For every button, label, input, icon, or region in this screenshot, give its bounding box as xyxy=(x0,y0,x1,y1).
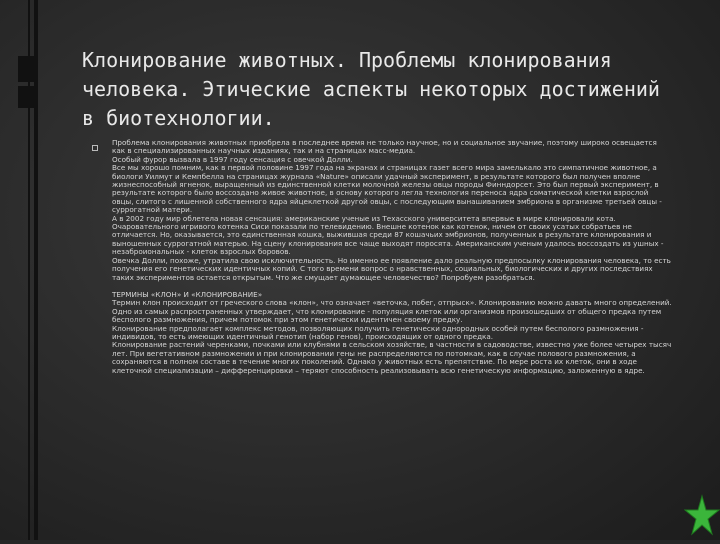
slide-title: Клонирование животных. Проблемы клонирования человека. Этические аспекты некоторых достижений в биотехнологии. xyxy=(82,48,660,130)
decorative-line-thick xyxy=(34,0,38,540)
section-heading: ТЕРМИНЫ «КЛОН» И «КЛОНИРОВАНИЕ» xyxy=(112,289,263,299)
star-icon xyxy=(684,494,720,540)
paragraph: Клонирование растений черенками, почками или клубнями в сельском хозяйстве, в частности в садоводстве, известно уже более четырех тысяч лет. При вегетативном размножении и при клонировании гены не распределяются по потомкам, как в случае полового размножения, а сохраняются в полном составе в течение многих поколений. Однако у животных есть препятствие. По мере роста их клеток, они в ходе клеточной специализации – дифференцировки – теряют способность реализовывать всю генетическую информацию, заложенную в ядре. xyxy=(112,340,672,375)
slide-body xyxy=(112,139,672,375)
paragraph: Особый фурор вызвала в 1997 году сенсация с овечкой Долли. xyxy=(112,154,353,164)
decorative-bar xyxy=(18,56,34,82)
paragraph: Овечка Долли, похоже, утратила свою исключительность. Но именно ее появление дало реальную предпосылку клонирования человека, то есть получения его генетических идентичных копий. С того времени вопрос о нравственных, социальных, биологических и других последствиях таких экспериментов остается открытым. Что же смущает думающее человечество? Попробуем разобраться. xyxy=(112,255,671,282)
paragraph: Проблема клонирования животных приобрела в последнее время не только научное, но и социальное звучание, поэтому широко освещается как в специализированных научных изданиях, так и на страницах масс-медиа. xyxy=(112,138,657,156)
square-bullet-icon xyxy=(92,145,98,151)
paragraph: А в 2002 году мир облетела новая сенсация: американские ученые из Техасского университета впервые в мире клонировали кота. Очаровательного игривого котенка Сиси показали по телевидению. Внешне котенок как котенок, ничем от своих усатых собратьев не отличается. Но, оказывается, это единственная кошка, выжившая среди 87 кошачьих эмбрионов, полученных в результате клонирования и выношенных суррогатной матерью. На сцену клонирования все чаще выходят поросята. Американским ученым удалось воссоздать из ушных - незаброиональных - клеток взрослых боровов. xyxy=(112,213,664,257)
paragraph: Клонирование предполагает комплекс методов, позволяющих получить генетически однородных особей путем бесполого размножения - индивидов, то есть имеющих идентичный генотип (набор генов), происходящих от одного предка. xyxy=(112,323,644,341)
decorative-bar xyxy=(18,86,34,108)
paragraph: Все мы хорошо помним, как в первой половине 1997 года на экранах и страницах газет всего мира замелькало это симпатичное животное, а биологи Уилмут и Кемпбелла на страницах журнала «Nature» описали удачный эксперимент, в результате которого был получен вполне жизнеспособный ягненок, выращенный из единственной клетки молочной железы овцы породы Финндорсет. Это был первый эксперимент, в результате которого было воссоздано живое животное, в основу которого легла технология переноса ядра соматической клетки взрослой овцы, слитого с лишенной собственного ядра яйцеклеткой другой овцы, с последующим вынашиванием эмбриона в организме третьей овцы - суррогатной матери. xyxy=(112,163,662,215)
paragraph: Термин клон происходит от греческого слова «клон», что означает «веточка, побег, отпрыск». Клонированию можно давать много определений. Одно из самых распространенных утверждает, что клонирование - популяция клеток или организмов произошедших от общего предка путем бесполого размножения, причем потомок при этом генетически идентичен своему предку. xyxy=(112,298,672,325)
